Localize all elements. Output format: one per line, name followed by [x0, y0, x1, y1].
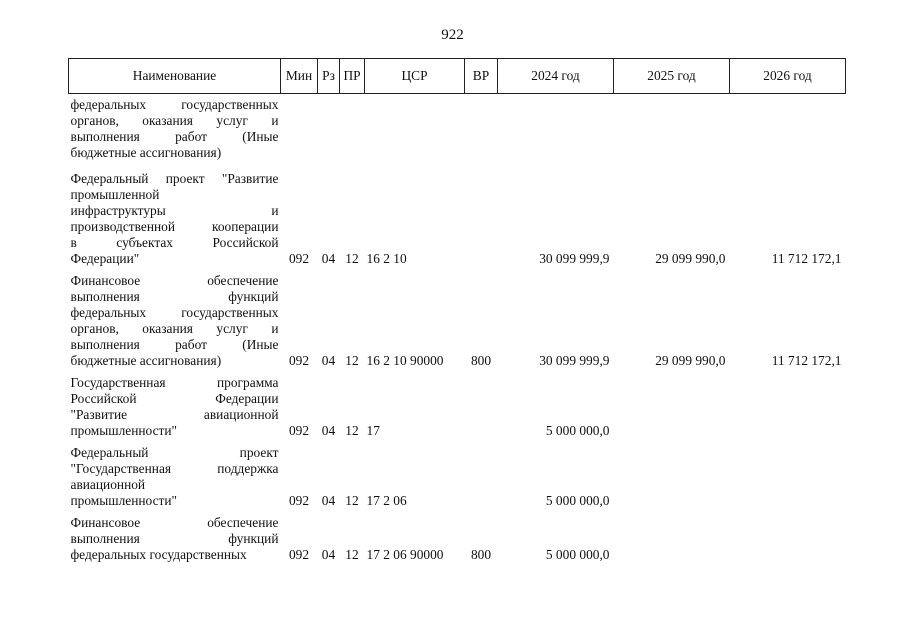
cell-2025: 29 099 990,0: [655, 353, 726, 368]
cell-rz: [318, 94, 340, 172]
name-line: бюджетные ассигнования): [70, 145, 222, 160]
name-line: Федеральный проект "Развитие: [70, 171, 279, 186]
cell-min: [281, 94, 318, 172]
table-row: [69, 94, 846, 172]
name-line: авиационной: [70, 477, 146, 492]
cell-csr: 16 2 10: [366, 251, 407, 266]
name-line: федеральных государственных: [70, 305, 279, 320]
name-line: органов, оказания услуг и: [70, 113, 279, 128]
name-line: федеральных государственных: [70, 97, 279, 112]
name-line: Российской Федерации: [70, 391, 279, 406]
cell-2026: 11 712 172,1: [771, 353, 842, 368]
cell-name: [69, 94, 281, 172]
cell-pr: 12: [345, 251, 359, 266]
cell-csr: 17: [366, 423, 380, 438]
cell-2026: [730, 445, 846, 515]
name-line: выполнения функций: [70, 289, 279, 304]
cell-name: [69, 273, 281, 375]
name-line: в субъектах Российской: [70, 235, 279, 250]
header-2026: 2026 год: [730, 59, 846, 94]
cell-csr: 17 2 06 90000: [366, 547, 444, 562]
header-2025: 2025 год: [614, 59, 730, 94]
cell-vr: [465, 171, 498, 273]
cell-name: [69, 171, 281, 273]
table-row: [69, 515, 846, 563]
header-min: Мин: [281, 59, 318, 94]
cell-vr: [465, 94, 498, 172]
name-line: Финансовое обеспечение: [70, 273, 279, 288]
header-vr: ВР: [465, 59, 498, 94]
cell-2025: [614, 94, 730, 172]
cell-2026: [730, 94, 846, 172]
cell-2026: [730, 515, 846, 563]
name-line: Федеральный проект: [70, 445, 279, 460]
name-line: органов, оказания услуг и: [70, 321, 279, 336]
cell-pr: 12: [345, 547, 359, 562]
cell-csr: 17 2 06: [366, 493, 407, 508]
name-line: выполнения работ (Иные: [70, 337, 279, 352]
cell-name: [69, 375, 281, 445]
cell-name: [69, 445, 281, 515]
cell-pr: 12: [345, 353, 359, 368]
table-row: [69, 375, 846, 445]
name-line: "Развитие авиационной: [70, 407, 279, 422]
cell-min: 092: [288, 547, 310, 562]
name-line: выполнения функций: [70, 531, 279, 546]
cell-2024: 30 099 999,9: [539, 353, 610, 368]
name-line: промышленности": [70, 493, 177, 508]
cell-2025: [614, 375, 730, 445]
cell-pr: 12: [345, 423, 359, 438]
cell-2024: [498, 94, 614, 172]
table-header: [69, 59, 846, 94]
table-row: [69, 445, 846, 515]
cell-2024: 5 000 000,0: [545, 547, 610, 562]
header-csr: ЦСР: [365, 59, 465, 94]
cell-min: 092: [288, 423, 310, 438]
cell-rz: 04: [321, 547, 336, 562]
budget-table: [68, 58, 846, 563]
name-line: федеральных государственных: [70, 547, 247, 562]
name-line: инфраструктуры и: [70, 203, 279, 218]
page-number: 922: [441, 27, 464, 43]
cell-vr: [465, 445, 498, 515]
name-line: выполнения работ (Иные: [70, 129, 279, 144]
cell-2026: 11 712 172,1: [771, 251, 842, 266]
name-line: Финансовое обеспечение: [70, 515, 279, 530]
name-line: "Государственная поддержка: [70, 461, 279, 476]
cell-rz: 04: [321, 493, 336, 508]
cell-rz: 04: [321, 251, 336, 266]
cell-2024: 30 099 999,9: [539, 251, 610, 266]
cell-rz: 04: [321, 423, 336, 438]
cell-2025: [614, 515, 730, 563]
header-pr: ПР: [340, 59, 365, 94]
name-line: бюджетные ассигнования): [70, 353, 222, 368]
cell-csr: 16 2 10 90000: [366, 353, 444, 368]
header-2024: 2024 год: [498, 59, 614, 94]
name-line: производственной кооперации: [70, 219, 279, 234]
cell-2025: 29 099 990,0: [655, 251, 726, 266]
cell-2024: 5 000 000,0: [545, 423, 610, 438]
cell-2025: [614, 445, 730, 515]
header-rz: Рз: [318, 59, 340, 94]
cell-vr: 800: [470, 353, 492, 368]
name-line: Федерации": [70, 251, 140, 266]
table-body: [69, 94, 846, 564]
cell-pr: 12: [345, 493, 359, 508]
name-line: промышленной: [70, 187, 160, 202]
cell-csr: [365, 94, 465, 172]
cell-min: 092: [288, 251, 310, 266]
cell-rz: 04: [321, 353, 336, 368]
cell-name: [69, 515, 281, 563]
cell-2024: 5 000 000,0: [545, 493, 610, 508]
name-line: промышленности": [70, 423, 177, 438]
cell-min: 092: [288, 493, 310, 508]
table-row: [69, 273, 846, 375]
table-row: [69, 171, 846, 273]
cell-vr: 800: [470, 547, 492, 562]
name-line: Государственная программа: [70, 375, 279, 390]
cell-pr: [340, 94, 365, 172]
cell-2026: [730, 375, 846, 445]
header-name: Наименование: [69, 59, 281, 94]
cell-min: 092: [288, 353, 310, 368]
cell-vr: [465, 375, 498, 445]
